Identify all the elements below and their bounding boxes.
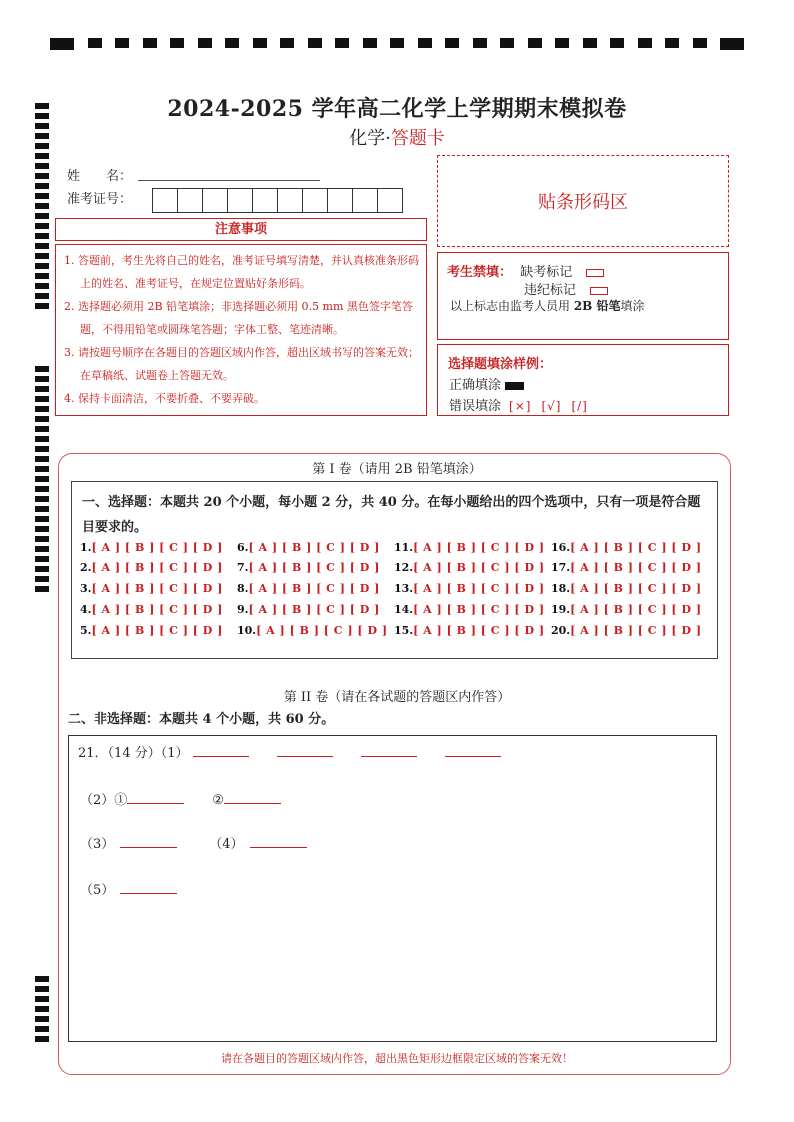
choice-row-16[interactable] [551, 541, 702, 554]
q5-blank[interactable] [120, 882, 177, 894]
correct-fill-sample [505, 382, 524, 390]
timing-mark [35, 416, 49, 422]
q3-label: （3） [80, 837, 115, 852]
timing-mark [35, 576, 49, 582]
timing-mark [35, 536, 49, 542]
timing-mark [35, 243, 49, 249]
choice-row-3[interactable] [80, 582, 223, 595]
choice-row-1[interactable] [80, 541, 223, 554]
question-number: 15. [394, 624, 414, 637]
timing-mark [35, 976, 49, 982]
timing-mark [35, 223, 49, 229]
choice-options[interactable]: [ A ] [ B ] [ C ] [ D ] [570, 582, 702, 595]
timing-mark [35, 253, 49, 259]
id-digit-box[interactable] [302, 188, 328, 213]
question-number: 8. [237, 582, 249, 595]
q4-blank[interactable] [250, 836, 307, 848]
choice-row-17[interactable] [551, 561, 702, 574]
timing-mark [253, 38, 267, 48]
question-number: 13. [394, 582, 414, 595]
q2-blank-1[interactable] [127, 792, 184, 804]
id-digit-box[interactable] [352, 188, 378, 213]
subtitle-suffix: 答题卡 [390, 128, 445, 149]
choice-row-15[interactable] [394, 624, 545, 637]
q21-blank-4[interactable] [445, 745, 501, 757]
choice-options[interactable]: [ A ] [ B ] [ C ] [ D ] [91, 582, 223, 595]
timing-mark [35, 436, 49, 442]
timing-mark [35, 213, 49, 219]
choice-options[interactable]: [ A ] [ B ] [ C ] [ D ] [248, 541, 380, 554]
top-timing-marks [50, 38, 744, 50]
choice-options[interactable]: [ A ] [ B ] [ C ] [ D ] [570, 624, 702, 637]
choice-options[interactable]: [ A ] [ B ] [ C ] [ D ] [570, 603, 702, 616]
id-label: 准考证号： [67, 192, 133, 207]
timing-mark [35, 496, 49, 502]
question-number: 3. [80, 582, 92, 595]
choice-options[interactable]: [ A ] [ B ] [ C ] [ D ] [248, 603, 380, 616]
timing-mark [555, 38, 569, 48]
timing-mark [35, 283, 49, 289]
id-digit-box[interactable] [327, 188, 353, 213]
choice-row-14[interactable] [394, 603, 545, 616]
timing-mark [35, 446, 49, 452]
timing-mark [35, 153, 49, 159]
timing-mark [280, 38, 294, 48]
notice-item-2: 2. 选择题必须用 2B 铅笔填涂；非选择题必须用 0.5 mm 黑色签字笔答题，不得用铅笔或圆珠笔答题；字体工整、笔迹清晰。 [64, 300, 413, 336]
q21-line-2 [80, 789, 281, 808]
notice-item-3: 3. 请按题号顺序在各题目的答题区域内作答，超出区域书写的答案无效；在草稿纸、试题卷上答题无效。 [64, 346, 419, 382]
q21-blank-1[interactable] [193, 745, 249, 757]
timing-mark [225, 38, 239, 48]
timing-mark [50, 38, 74, 50]
wrong-label: 错误填涂 [449, 399, 502, 414]
timing-mark [35, 263, 49, 269]
timing-mark [583, 38, 597, 48]
part2-title: 第 II 卷（请在各试题的答题区内作答） [283, 690, 511, 705]
q5-label: （5） [80, 883, 115, 898]
q3-blank[interactable] [120, 836, 177, 848]
question-number: 11. [394, 541, 414, 554]
wrong-mark-3: [/] [571, 399, 588, 413]
timing-mark [170, 38, 184, 48]
question-number: 4. [80, 603, 92, 616]
choice-options[interactable]: [ A ] [ B ] [ C ] [ D ] [256, 624, 388, 637]
question-number: 1. [80, 541, 92, 554]
id-boxes [152, 188, 402, 213]
id-digit-box[interactable] [277, 188, 303, 213]
timing-mark [35, 516, 49, 522]
question-number: 18. [551, 582, 571, 595]
choice-row-19[interactable] [551, 603, 702, 616]
part1-title: 第 I 卷（请用 2B 铅笔填涂） [312, 462, 482, 477]
choice-options[interactable]: [ A ] [ B ] [ C ] [ D ] [570, 561, 702, 574]
question-number: 19. [551, 603, 571, 616]
choice-options[interactable]: [ A ] [ B ] [ C ] [ D ] [91, 603, 223, 616]
choice-row-2[interactable] [80, 561, 223, 574]
q2-label: （2）① [80, 793, 128, 808]
forbid-box [437, 252, 729, 340]
timing-mark [35, 526, 49, 532]
timing-mark [35, 1026, 49, 1032]
q2b-label: ② [212, 793, 224, 808]
barcode-area [437, 155, 729, 247]
timing-mark [473, 38, 487, 48]
timing-mark [143, 38, 157, 48]
timing-mark [35, 183, 49, 189]
timing-mark [35, 273, 49, 279]
timing-mark [35, 406, 49, 412]
correct-label: 正确填涂 [449, 378, 502, 393]
timing-mark [35, 173, 49, 179]
timing-mark [665, 38, 679, 48]
choice-options[interactable]: [ A ] [ B ] [ C ] [ D ] [413, 561, 545, 574]
choice-options[interactable]: [ A ] [ B ] [ C ] [ D ] [91, 624, 223, 637]
id-digit-box[interactable] [227, 188, 253, 213]
footer-warning: 请在各题目的答题区域内作答，超出黑色矩形边框限定区域的答案无效！ [221, 1052, 573, 1065]
question-number: 5. [80, 624, 92, 637]
absent-label: 缺考标记 [520, 265, 573, 280]
timing-mark [35, 203, 49, 209]
timing-mark [693, 38, 707, 48]
question-number: 17. [551, 561, 571, 574]
timing-mark [528, 38, 542, 48]
question-number: 7. [237, 561, 249, 574]
timing-mark [35, 376, 49, 382]
forbid-note-bold: 2B 铅笔 [573, 299, 621, 313]
timing-mark [35, 586, 49, 592]
barcode-label: 贴条形码区 [538, 192, 628, 213]
timing-mark [35, 293, 49, 299]
timing-mark [418, 38, 432, 48]
notice-box [55, 244, 427, 416]
id-digit-box[interactable] [152, 188, 178, 213]
id-digit-box[interactable] [377, 188, 403, 213]
timing-mark [363, 38, 377, 48]
q2-blank-2[interactable] [224, 792, 281, 804]
choice-options[interactable]: [ A ] [ B ] [ C ] [ D ] [248, 561, 380, 574]
timing-mark [720, 38, 744, 50]
name-input-line[interactable] [138, 180, 320, 181]
choice-row-9[interactable] [237, 603, 380, 616]
id-digit-box[interactable] [177, 188, 203, 213]
q21-line-1 [78, 742, 501, 761]
subtitle-prefix: 化学· [349, 128, 391, 149]
page-subtitle [0, 124, 794, 150]
violation-label: 违纪标记 [524, 283, 577, 298]
question-number: 10. [237, 624, 257, 637]
q21-blank-3[interactable] [361, 745, 417, 757]
forbid-label: 考生禁填： [447, 265, 513, 280]
wrong-mark-2: [√] [541, 399, 562, 413]
forbid-note-suffix: 填涂 [620, 299, 645, 313]
choice-options[interactable]: [ A ] [ B ] [ C ] [ D ] [413, 603, 545, 616]
timing-mark [35, 1016, 49, 1022]
timing-mark [35, 556, 49, 562]
timing-mark [88, 38, 102, 48]
question-number: 9. [237, 603, 249, 616]
sample-box [437, 344, 729, 416]
choice-options[interactable]: [ A ] [ B ] [ C ] [ D ] [413, 582, 545, 595]
timing-mark [35, 163, 49, 169]
choice-options[interactable]: [ A ] [ B ] [ C ] [ D ] [570, 541, 702, 554]
choice-options[interactable]: [ A ] [ B ] [ C ] [ D ] [248, 582, 380, 595]
timing-mark [35, 986, 49, 992]
choice-row-11[interactable] [394, 541, 545, 554]
question-number: 14. [394, 603, 414, 616]
timing-mark [638, 38, 652, 48]
left-timing-marks-bottom [35, 976, 49, 1046]
choice-row-18[interactable] [551, 582, 702, 595]
timing-mark [35, 486, 49, 492]
choice-row-7[interactable] [237, 561, 380, 574]
timing-mark [390, 38, 404, 48]
q21-line-4 [80, 879, 177, 898]
timing-mark [335, 38, 349, 48]
choice-options[interactable]: [ A ] [ B ] [ C ] [ D ] [413, 624, 545, 637]
choice-row-12[interactable] [394, 561, 545, 574]
choice-row-8[interactable] [237, 582, 380, 595]
wrong-mark-1: [×] [509, 399, 532, 413]
question-number: 16. [551, 541, 571, 554]
timing-mark [35, 396, 49, 402]
timing-mark [35, 506, 49, 512]
q21-label: 21．（14 分）（1） [78, 746, 189, 761]
choice-options[interactable]: [ A ] [ B ] [ C ] [ D ] [91, 561, 223, 574]
timing-mark [35, 546, 49, 552]
choice-options[interactable]: [ A ] [ B ] [ C ] [ D ] [91, 541, 223, 554]
notice-item-1: 1. 答题前，考生先将自己的姓名，准考证号填写清楚，并认真核准条形码上的姓名、准考证号，在规定位置贴好条形码。 [64, 254, 419, 290]
page-title: 2024-2025 学年高二化学上学期期末模拟卷 [167, 96, 627, 122]
choice-row-4[interactable] [80, 603, 223, 616]
timing-mark [308, 38, 322, 48]
question-number: 2. [80, 561, 92, 574]
choice-row-5[interactable] [80, 624, 223, 637]
choice-row-13[interactable] [394, 582, 545, 595]
notice-title: 注意事项 [55, 218, 427, 241]
timing-mark [35, 193, 49, 199]
timing-mark [35, 996, 49, 1002]
timing-mark [35, 303, 49, 309]
timing-mark [198, 38, 212, 48]
timing-mark [115, 38, 129, 48]
timing-mark [445, 38, 459, 48]
timing-mark [35, 1036, 49, 1042]
question-number: 6. [237, 541, 249, 554]
left-timing-marks-middle [35, 366, 49, 596]
q21-line-3 [80, 833, 307, 852]
id-digit-box[interactable] [202, 188, 228, 213]
multiple-choice-intro: 一、选择题：本题共 20 个小题，每小题 2 分，共 40 分。在每小题给出的四个选项中，只有一项是符合题目要求的。 [82, 495, 701, 535]
absent-mark-box[interactable] [586, 269, 604, 277]
timing-mark [35, 566, 49, 572]
part2-heading: 二、非选择题：本题共 4 个小题，共 60 分。 [68, 712, 335, 727]
sample-title: 选择题填涂样例： [448, 357, 553, 372]
choice-row-20[interactable] [551, 624, 702, 637]
name-label: 姓 名： [67, 169, 133, 184]
timing-mark [35, 233, 49, 239]
question-number: 20. [551, 624, 571, 637]
timing-mark [35, 1006, 49, 1012]
question-number: 12. [394, 561, 414, 574]
q4-label: （4） [209, 837, 244, 852]
notice-item-4: 4. 保持卡面清洁，不要折叠、不要弄破。 [64, 392, 265, 405]
choice-row-6[interactable] [237, 541, 380, 554]
choice-options[interactable]: [ A ] [ B ] [ C ] [ D ] [413, 541, 545, 554]
forbid-note-prefix: 以上标志由监考人员用 [450, 299, 574, 313]
timing-mark [500, 38, 514, 48]
timing-mark [35, 426, 49, 432]
choice-row-10[interactable] [237, 624, 388, 637]
id-digit-box[interactable] [252, 188, 278, 213]
timing-mark [35, 366, 49, 372]
timing-mark [610, 38, 624, 48]
violation-mark-box[interactable] [590, 287, 608, 295]
q21-blank-2[interactable] [277, 745, 333, 757]
timing-mark [35, 386, 49, 392]
